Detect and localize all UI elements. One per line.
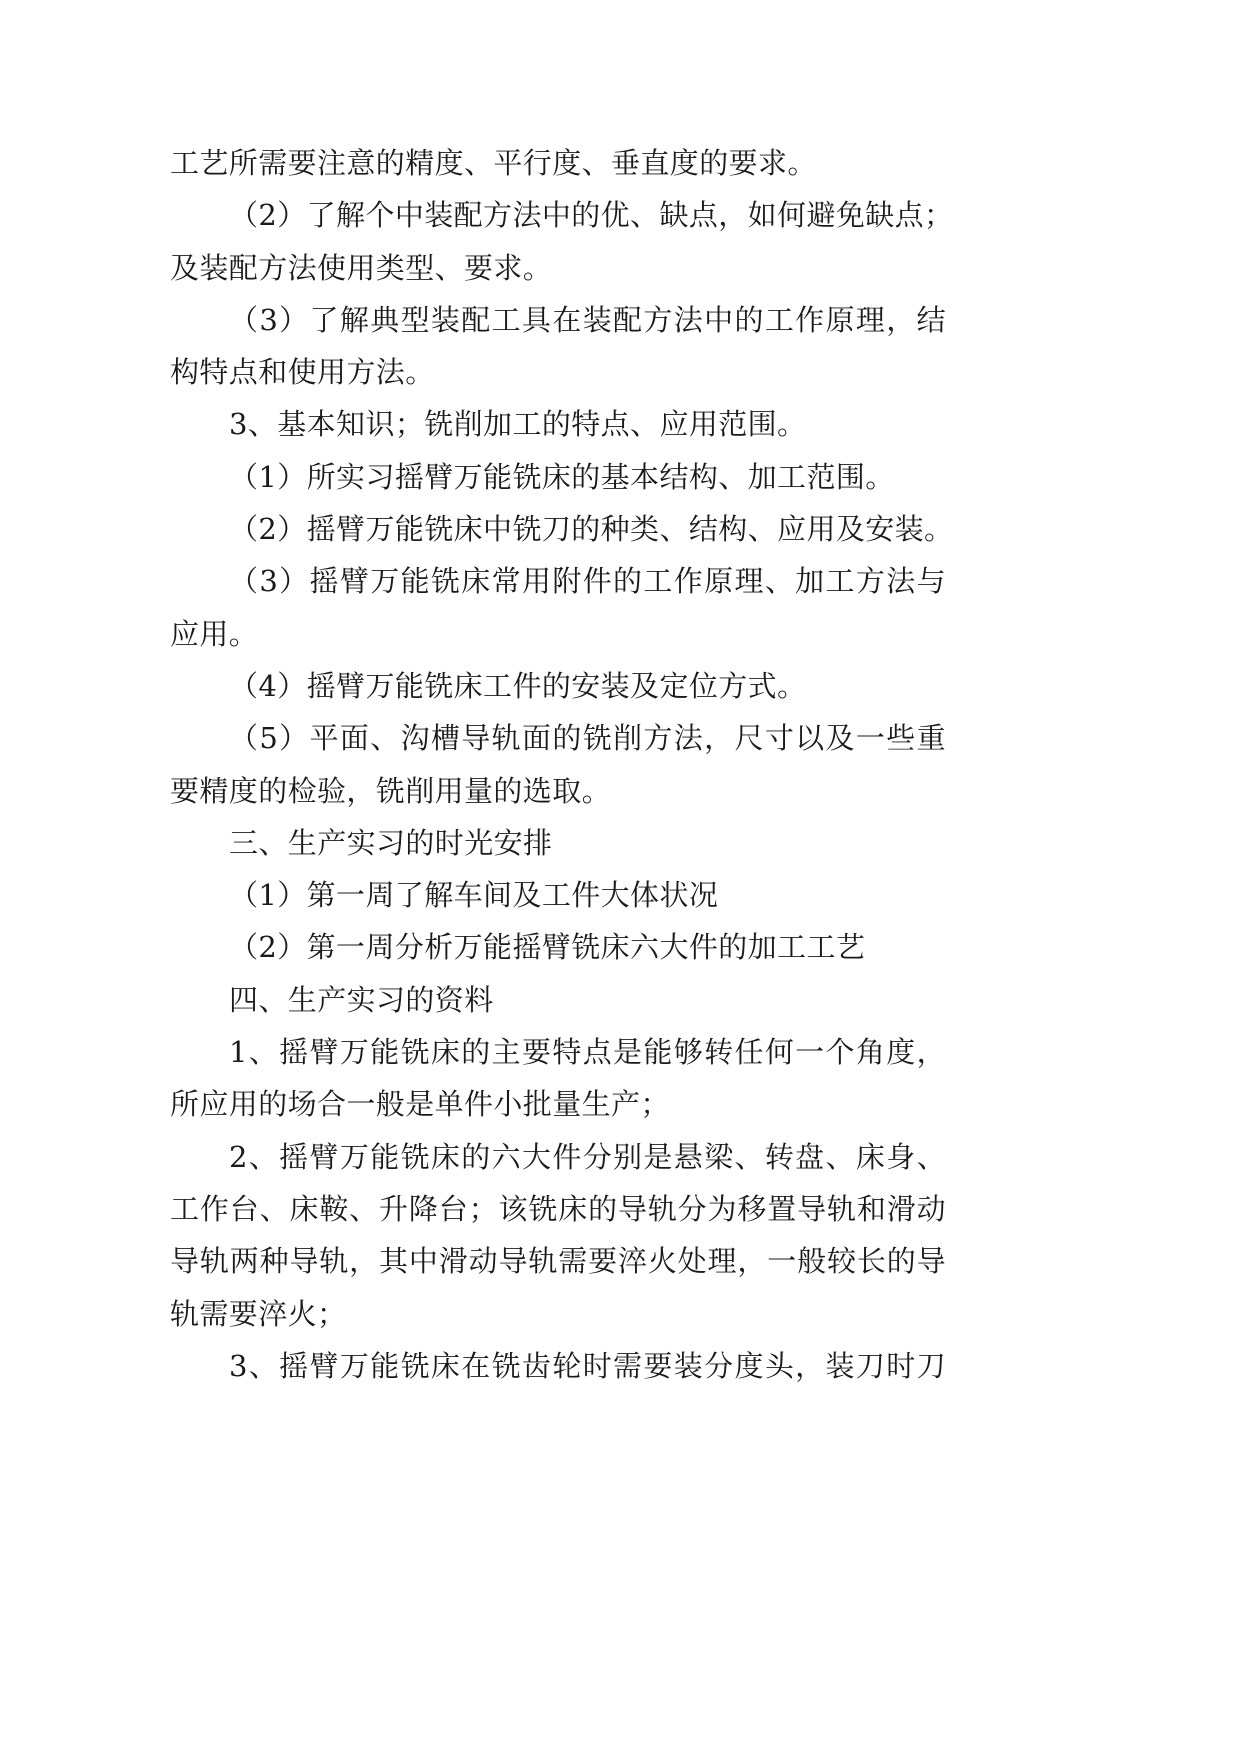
list-item-3-accessories bbox=[170, 555, 946, 660]
material-item-2 bbox=[170, 1131, 946, 1340]
section-heading-materials bbox=[170, 974, 946, 1026]
text-line: （2）了解个中装配方法中的优、缺点，如何避免缺点； bbox=[229, 198, 954, 233]
schedule-item-2 bbox=[170, 921, 946, 973]
schedule-item-1 bbox=[170, 869, 946, 921]
text-line: 3、摇臂万能铣床在铣齿轮时需要装分度头，装刀时刀 bbox=[229, 1348, 946, 1383]
text-line: 工艺所需要注意的精度、平行度、垂直度的要求。 bbox=[170, 146, 817, 180]
text-line: 工作台、床鞍、升降台；该铣床的导轨分为移置导轨和滑动 bbox=[170, 1191, 946, 1226]
text-line: 及装配方法使用类型、要求。 bbox=[170, 250, 553, 285]
text-line: 1、摇臂万能铣床的主要特点是能够转任何一个角度， bbox=[229, 1035, 946, 1070]
material-item-3 bbox=[170, 1340, 946, 1392]
list-item-4-workpiece-mounting bbox=[170, 660, 946, 712]
text-line: （3）摇臂万能铣床常用附件的工作原理、加工方法与 bbox=[229, 564, 946, 599]
document-body bbox=[170, 137, 954, 1392]
material-item-1 bbox=[170, 1026, 946, 1131]
text-line: 要精度的检验，铣削用量的选取。 bbox=[170, 773, 612, 808]
text-line: 四、生产实习的资料 bbox=[229, 982, 494, 1017]
text-line: （4）摇臂万能铣床工件的安装及定位方式。 bbox=[229, 668, 807, 703]
text-line: 轨需要淬火； bbox=[170, 1296, 347, 1331]
list-item-2-assembly-methods bbox=[170, 189, 954, 294]
text-line: （1）第一周了解车间及工件大体状况 bbox=[229, 878, 719, 913]
text-line: （1）所实习摇臂万能铣床的基本结构、加工范围。 bbox=[229, 459, 895, 494]
text-line: 三、生产实习的时光安排 bbox=[229, 825, 553, 860]
list-item-3-assembly-tools bbox=[170, 294, 946, 399]
text-line: 所应用的场合一般是单件小批量生产； bbox=[170, 1087, 670, 1122]
list-item-2-milling-cutters bbox=[170, 503, 954, 555]
list-item-5-milling-methods bbox=[170, 712, 946, 817]
text-line: （2）摇臂万能铣床中铣刀的种类、结构、应用及安装。 bbox=[229, 512, 954, 547]
section-heading-schedule bbox=[170, 817, 946, 869]
list-item-1-structure bbox=[170, 451, 946, 503]
text-line: （3）了解典型装配工具在装配方法中的工作原理，结 bbox=[229, 302, 946, 337]
text-line: 2、摇臂万能铣床的六大件分别是悬梁、转盘、床身、 bbox=[229, 1139, 946, 1174]
paragraph-continuation bbox=[170, 137, 946, 189]
text-line: （5）平面、沟槽导轨面的铣削方法，尺寸以及一些重 bbox=[229, 721, 946, 756]
subsection-heading-basic-knowledge bbox=[170, 398, 946, 450]
text-line: （2）第一周分析万能摇臂铣床六大件的加工工艺 bbox=[229, 930, 866, 965]
text-line: 构特点和使用方法。 bbox=[170, 355, 435, 390]
text-line: 应用。 bbox=[170, 616, 259, 651]
text-line: 3、基本知识；铣削加工的特点、应用范围。 bbox=[229, 407, 807, 442]
text-line: 导轨两种导轨，其中滑动导轨需要淬火处理，一般较长的导 bbox=[170, 1244, 946, 1279]
